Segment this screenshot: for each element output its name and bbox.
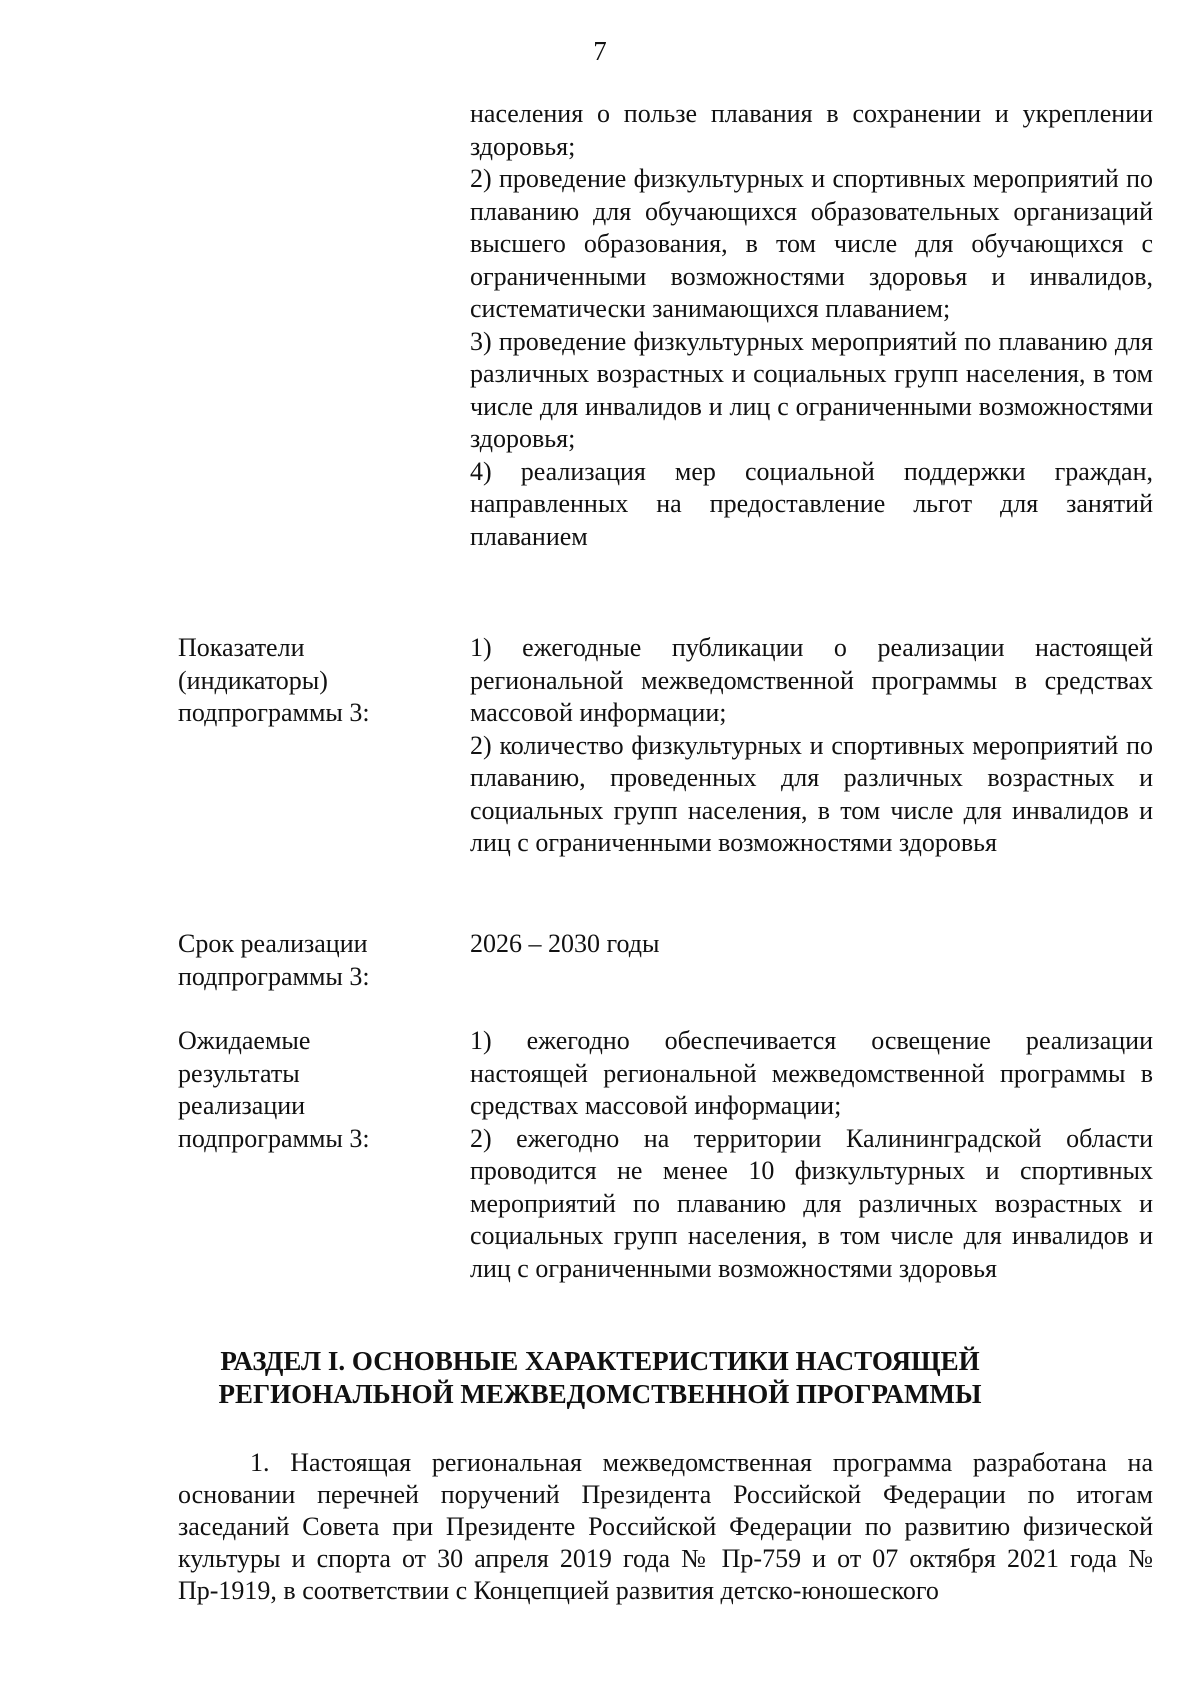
section-heading	[0, 1345, 1200, 1411]
term-content	[470, 928, 1153, 961]
label-line: подпрограммы 3:	[178, 698, 370, 727]
indicators-label	[178, 632, 448, 730]
results-content	[470, 1025, 1153, 1285]
task-item: 3) проведение физкультурных мероприятий по плаванию для различных возрастных и социальных групп населения, в том числе для инвалидов и лиц с ограниченными возможностями здоровья;	[470, 326, 1153, 453]
term-label	[178, 928, 448, 993]
label-line: реализации	[178, 1091, 306, 1120]
page-number: 7	[593, 36, 607, 66]
heading-line: РЕГИОНАЛЬНОЙ МЕЖВЕДОМСТВЕННОЙ ПРОГРАММЫ	[218, 1379, 982, 1409]
label-line: Ожидаемые	[178, 1026, 311, 1055]
label-line: Показатели	[178, 633, 305, 662]
heading-line: РАЗДЕЛ I. ОСНОВНЫЕ ХАРАКТЕРИСТИКИ НАСТОЯЩЕЙ	[220, 1346, 980, 1376]
label-line: Срок реализации	[178, 929, 368, 958]
result-item: 1) ежегодно обеспечивается освещение реализации настоящей региональной межведомственной программы в средствах массовой информации;	[470, 1026, 1153, 1120]
task-item: населения о пользе плавания в сохранении и укреплении здоровья;	[470, 99, 1153, 161]
tasks-continuation-content	[470, 98, 1153, 553]
indicators-content	[470, 632, 1153, 860]
label-line: подпрограммы 3:	[178, 1123, 370, 1153]
label-line: (индикаторы)	[178, 665, 328, 695]
task-item: 4) реализация мер социальной поддержки граждан, направленных на предоставление льгот для занятий плаванием	[470, 456, 1153, 551]
results-label	[178, 1025, 448, 1155]
task-item: 2) проведение физкультурных и спортивных мероприятий по плаванию для обучающихся образовательных организаций высшего образования, в том числе для обучающихся с ограниченными возможностями здоровья и инвалидов, систематически занимающихся плаванием;	[470, 164, 1153, 323]
section-paragraph: 1. Настоящая региональная межведомственная программа разработана на основании перечней поручений Президента Российской Федерации по итогам заседаний Совета при Президенте Российской Федерации по развитию физической культуры и спорта от 30 апреля 2019 года № Пр-759 и от 07 октября 2021 года № Пр-1919, в соответствии с Концепцией развития детско-юношеского	[178, 1448, 1153, 1605]
label-line: результаты	[178, 1058, 300, 1088]
indicator-item: 1) ежегодные публикации о реализации настоящей региональной межведомственной программы в средствах массовой информации;	[470, 633, 1153, 727]
term-value: 2026 – 2030 годы	[470, 929, 660, 958]
label-line: подпрограммы 3:	[178, 961, 370, 991]
indicator-item: 2) количество физкультурных и спортивных мероприятий по плаванию, проведенных для различных возрастных и социальных групп населения, в том числе для инвалидов и лиц с ограниченными возможностями здоровья	[470, 730, 1153, 857]
result-item: 2) ежегодно на территории Калининградской области проводится не менее 10 физкультурных и спортивных мероприятий по плаванию для различных возрастных и социальных групп населения, в том числе для инвалидов и лиц с ограниченными возможностями здоровья	[470, 1123, 1153, 1283]
